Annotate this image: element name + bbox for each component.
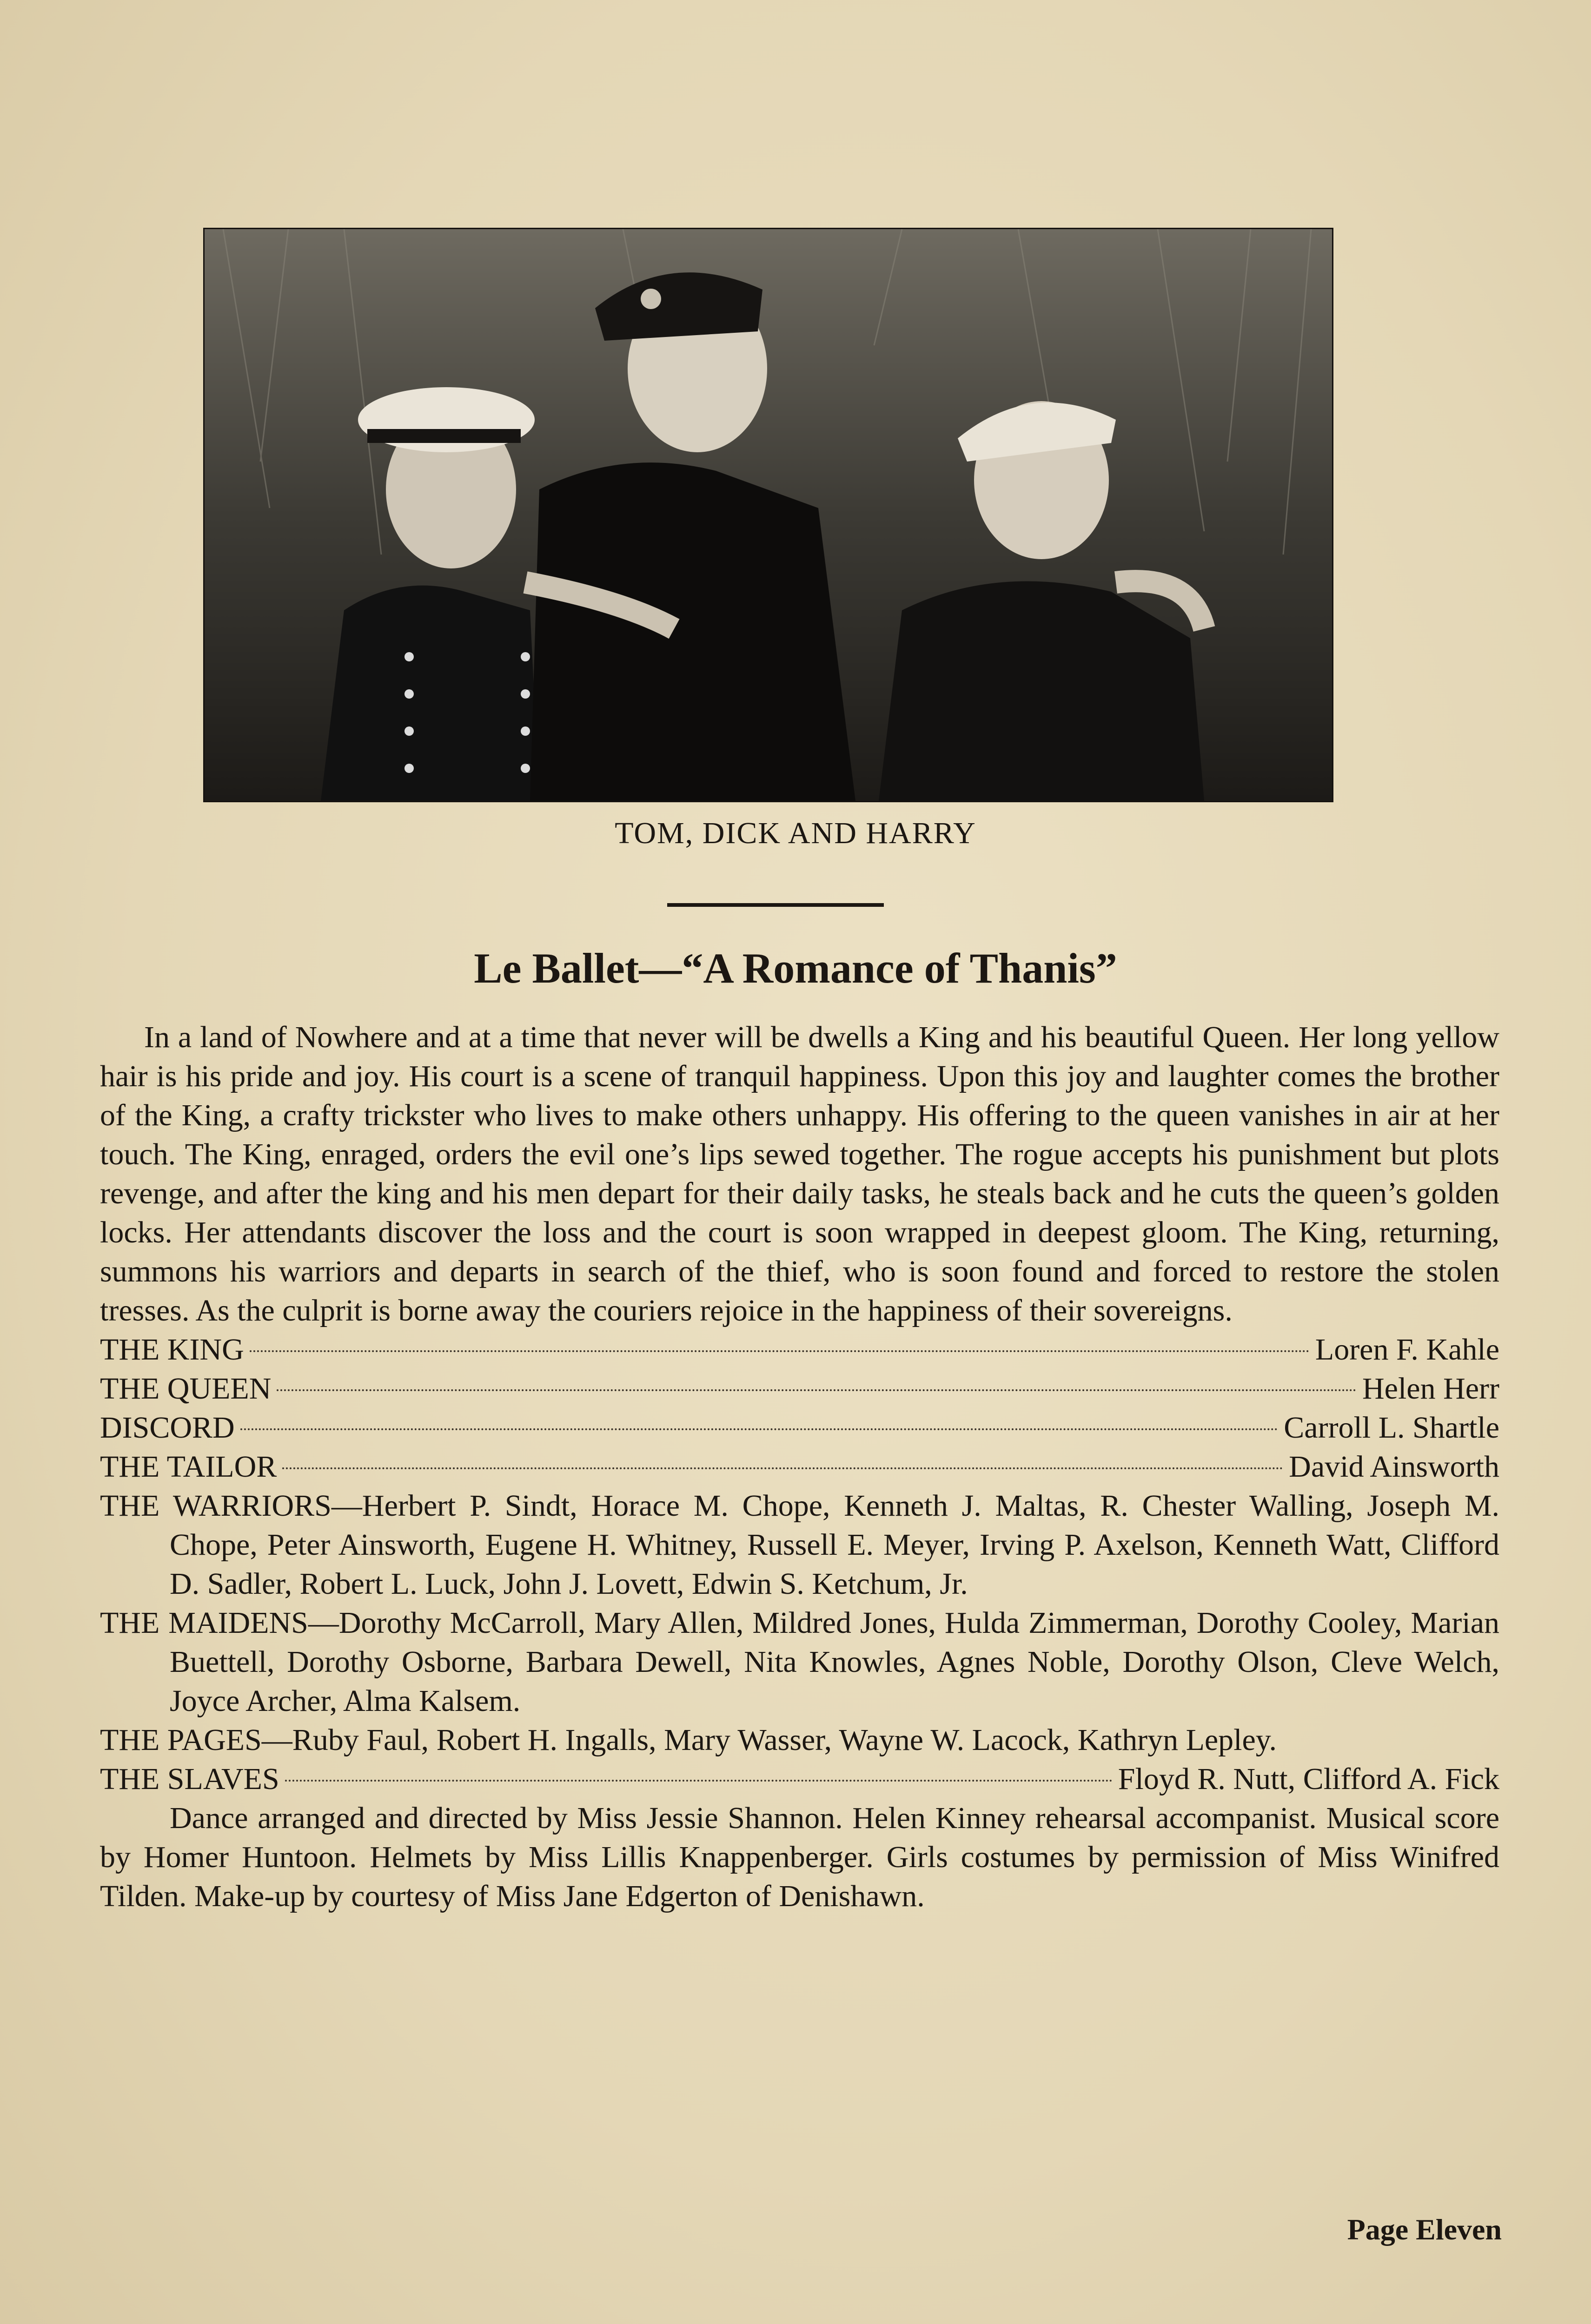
cast-line-tailor (100, 1447, 1499, 1486)
leader-dots (250, 1350, 1310, 1352)
group-role: THE PAGES— (100, 1723, 292, 1757)
group-role: THE MAIDENS— (100, 1606, 339, 1640)
group-names: Dorothy McCarroll, Mary Allen, Mildred Jones, Hulda Zimmerman, Dorothy Cooley, Marian Buettell, Dorothy Osborne, Barbara Dewell, Nita Knowles, Agnes Noble, Dorothy Olson, Cleve Welch, Joyce Archer, Alma Kalsem. (170, 1606, 1499, 1718)
group-names: Herbert P. Sindt, Horace M. Chope, Kenneth J. Maltas, R. Chester Walling, Joseph M. Chope, Peter Ainsworth, Eugene H. Whitney, Russell E. Meyer, Irving P. Axelson, Kenneth Watt, Clifford D. Sadler, Robert L. Luck, John J. Lovett, Edwin S. Ketchum, Jr. (170, 1489, 1499, 1601)
photo-caption: TOM, DICK AND HARRY (615, 816, 976, 850)
leader-dots (282, 1467, 1283, 1469)
group-role: THE WARRIORS— (100, 1489, 362, 1523)
cast-group-warriors (100, 1486, 1499, 1604)
cast-actor: Loren F. Kahle (1315, 1333, 1499, 1367)
cast-role: THE SLAVES (100, 1762, 279, 1796)
cast-role: DISCORD (100, 1411, 235, 1445)
group-photo (203, 228, 1333, 802)
cast-group-pages (100, 1721, 1499, 1760)
synopsis-paragraph: In a land of Nowhere and at a time that never will be dwells a King and his beautiful Queen. Her long yellow hair is his pride and joy. His court is a scene of tranquil happiness. Upon this joy and laughter comes the brother of the King, a crafty trickster who lives to make others unhappy. His offering to the queen vanishes in air at her touch. The King, enraged, orders the evil one’s lips sewed together. The rogue accepts his punishment but plots revenge, and after the king and his men depart for their daily tasks, he steals back and he cuts the queen’s golden locks. Her attendants discover the loss and the court is soon wrapped in deepest gloom. The King, returning, summons his warriors and departs in search of the thief, who is soon found and forced to restore the stolen tresses. As the culprit is borne away the couriers rejoice in the happiness of their sovereigns. (100, 1020, 1499, 1327)
cast-actor: Helen Herr (1362, 1372, 1499, 1406)
cast-role: THE KING (100, 1333, 244, 1367)
ballet-body (100, 1018, 1499, 1916)
leader-dots (277, 1389, 1357, 1391)
cast-actor: Floyd R. Nutt, Clifford A. Fick (1118, 1762, 1499, 1796)
group-names: Ruby Faul, Robert H. Ingalls, Mary Wasser, Wayne W. Lacock, Kathryn Lepley. (292, 1723, 1277, 1757)
photo-image (205, 229, 1332, 801)
leader-dots (285, 1780, 1113, 1782)
divider-rule (667, 903, 884, 907)
leader-dots (240, 1428, 1279, 1430)
cast-actor: Carroll L. Shartle (1284, 1411, 1499, 1445)
page-number: Page Eleven (1347, 2213, 1502, 2246)
cast-role: THE QUEEN (100, 1372, 272, 1406)
cast-line-discord (100, 1408, 1499, 1447)
cast-role: THE TAILOR (100, 1450, 277, 1484)
cast-group-maidens (100, 1604, 1499, 1721)
cast-actor: David Ainsworth (1289, 1450, 1499, 1484)
cast-line-queen (100, 1369, 1499, 1408)
cast-line-slaves (100, 1760, 1499, 1799)
cast-line-king (100, 1330, 1499, 1369)
ballet-title: Le Ballet—“A Romance of Thanis” (474, 944, 1117, 992)
credits-paragraph: Dance arranged and directed by Miss Jessie Shannon. Helen Kinney rehearsal accompanist. Musical score by Homer Huntoon. Helmets by Miss Lillis Knappenberger. Girls costumes by permission of Miss Winifred Tilden. Make-up by courtesy of Miss Jane Edgerton of Denishawn. (100, 1801, 1499, 1913)
